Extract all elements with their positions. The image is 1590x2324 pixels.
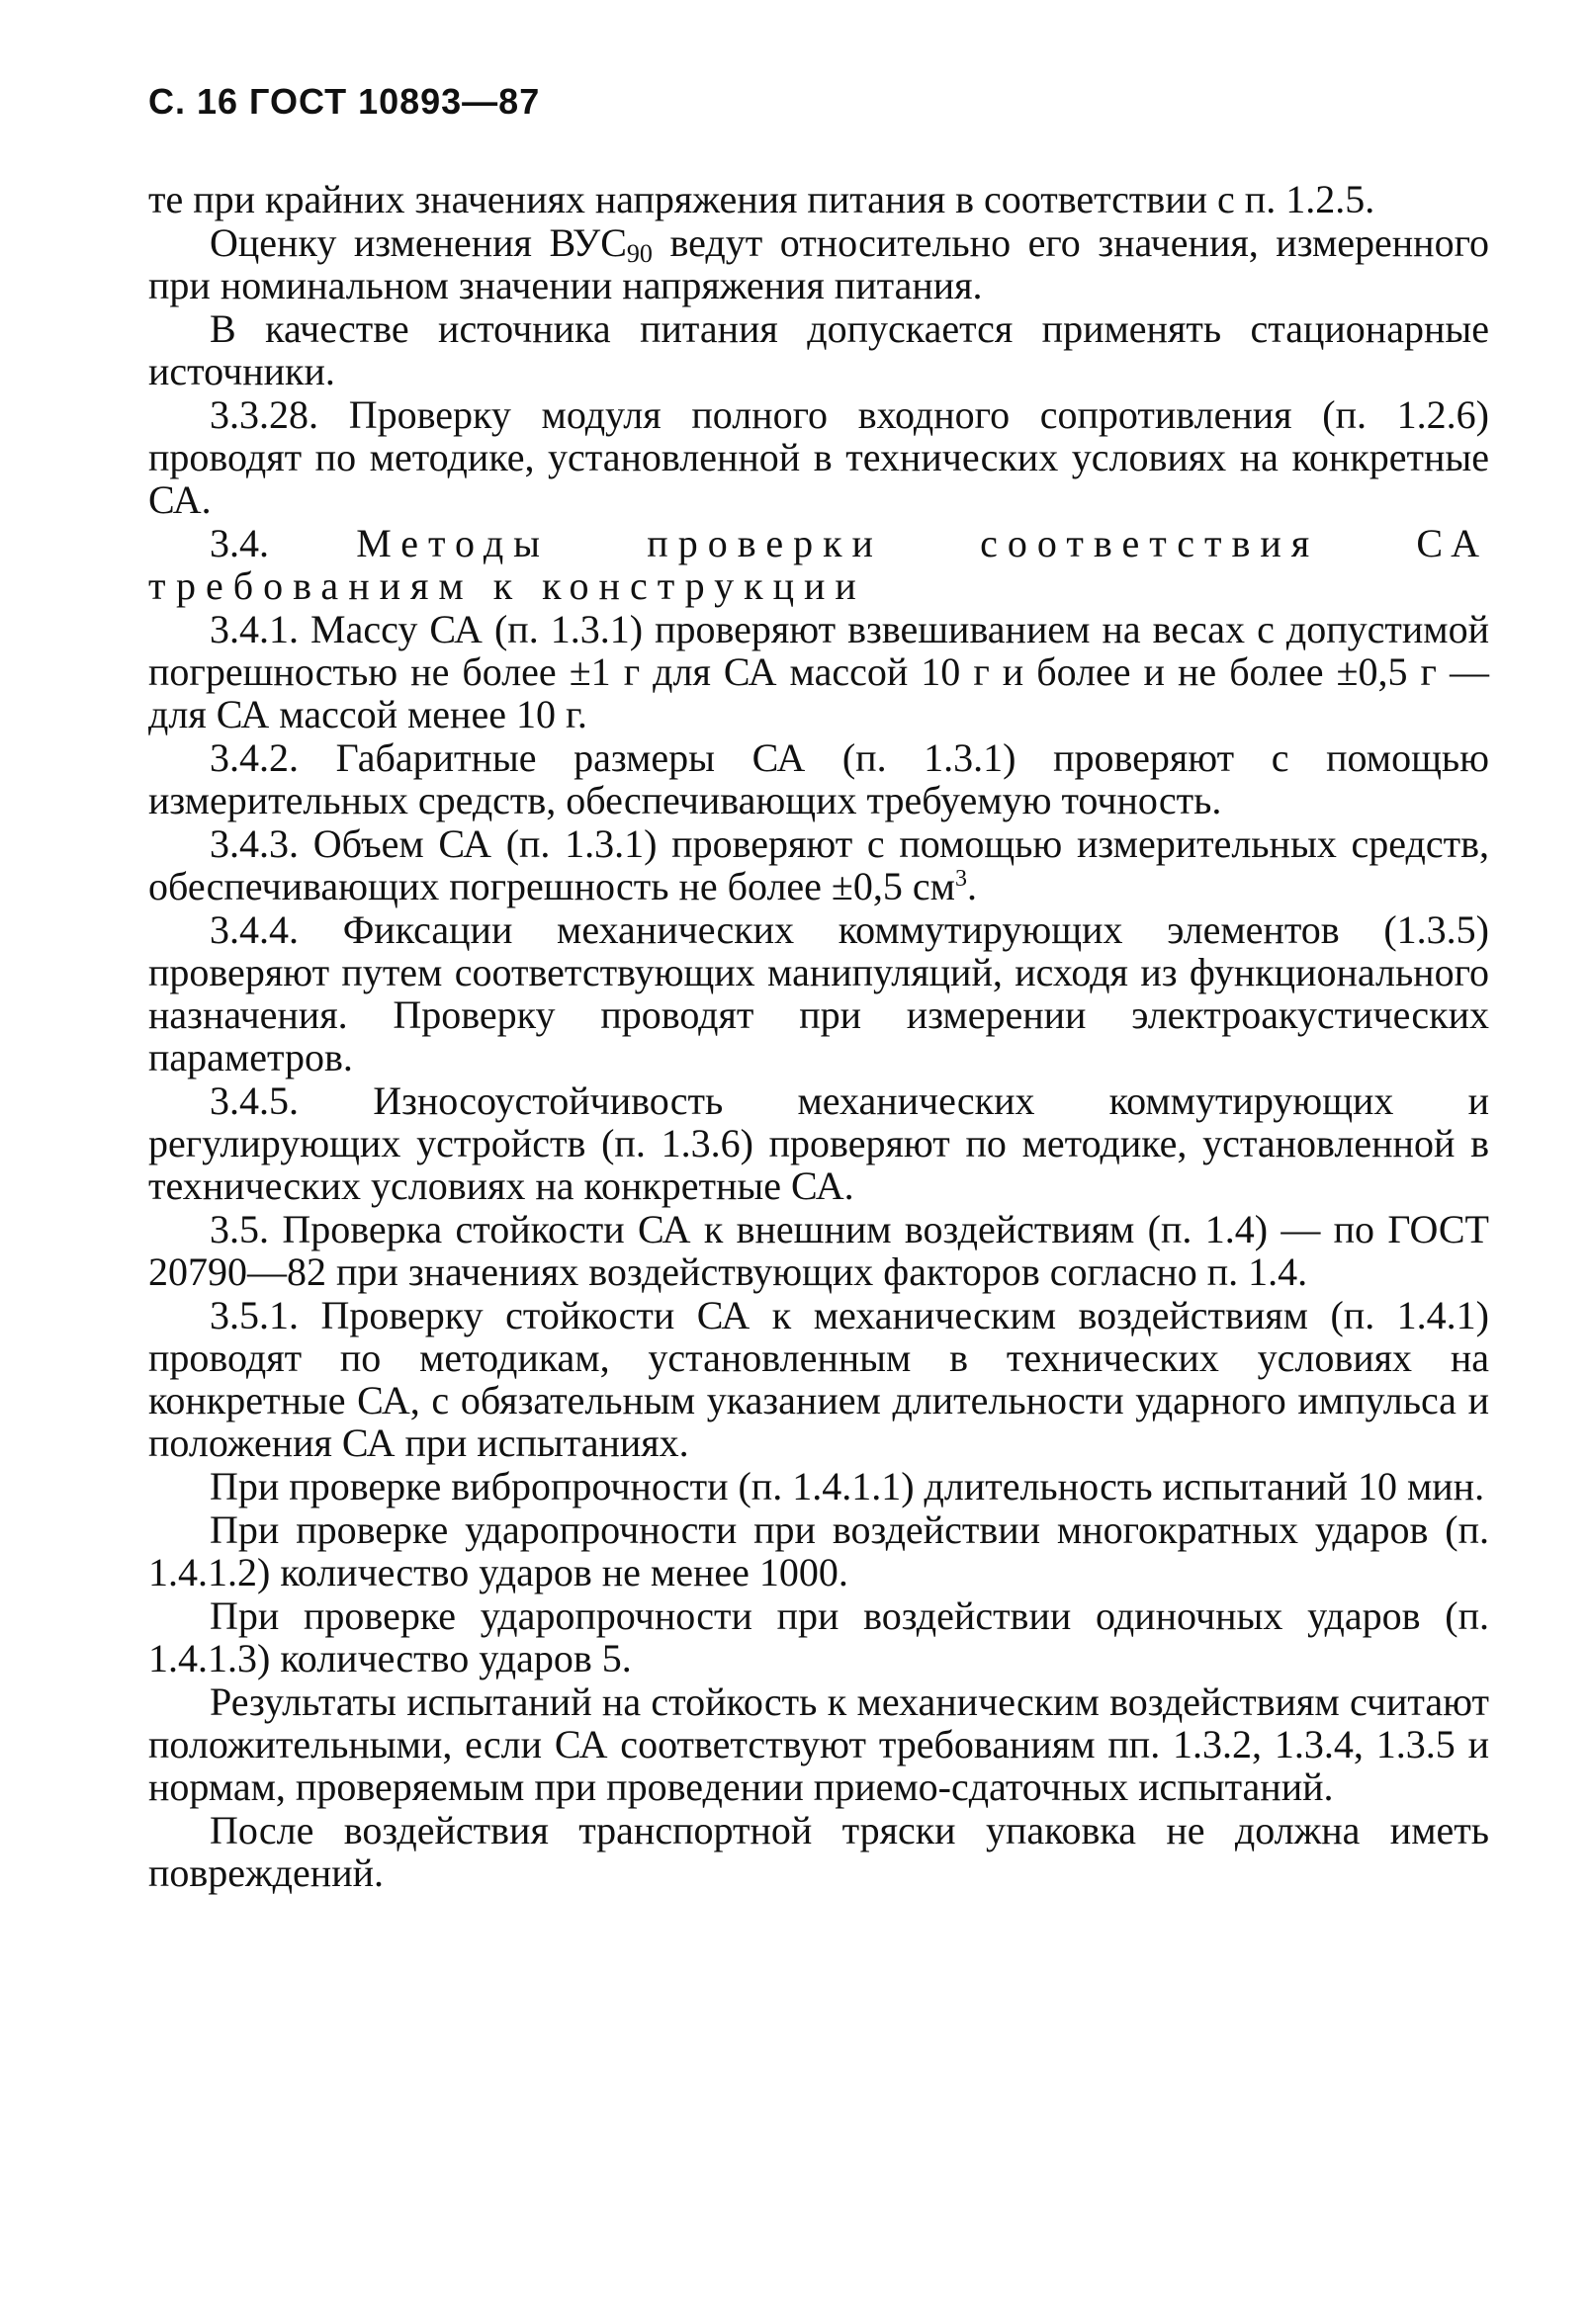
volume-text: 3.4.3. Объем СА (п. 1.3.1) проверяют с помощью измерительных средств, обеспечивающих погрешность не более ±0,5 см bbox=[148, 821, 1489, 908]
section-number: 3.4. bbox=[210, 521, 269, 565]
paragraph-single-impacts: При проверке ударопрочности при воздействии одиночных ударов (п. 1.4.1.3) количество ударов 5. bbox=[148, 1593, 1489, 1680]
paragraph-3-5-1: 3.5.1. Проверку стойкости СА к механическим воздействиям (п. 1.4.1) проводят по методикам, установленным в технических условиях на конкретные СА, с обязательным указанием длительности ударного импульса и положения СА при испытаниях. bbox=[148, 1293, 1489, 1465]
paragraph-3-4-2: 3.4.2. Габаритные размеры СА (п. 1.3.1) проверяют с помощью измерительных средств, обеспечивающих требуемую точность. bbox=[148, 735, 1489, 822]
paragraph-power-source: В качестве источника питания допускается применять стационарные источники. bbox=[148, 306, 1489, 393]
document-body bbox=[148, 178, 1489, 1895]
paragraph-3-4-1: 3.4.1. Массу СА (п. 1.3.1) проверяют взвешиванием на весах с допустимой погрешностью не более ±1 г для СА массой 10 г и более и не более ±0,5 г — для СА массой менее 10 г. bbox=[148, 607, 1489, 736]
paragraph-3-5: 3.5. Проверка стойкости СА к внешним воздействиям (п. 1.4) — по ГОСТ 20790—82 при значениях воздействующих факторов согласно п. 1.4. bbox=[148, 1207, 1489, 1294]
paragraph-3-3-28: 3.3.28. Проверку модуля полного входного сопротивления (п. 1.2.6) проводят по методике, установленной в технических условиях на конкретные СА. bbox=[148, 392, 1489, 522]
section-heading-3-4 bbox=[148, 522, 1489, 607]
vus-text-start: Оценку изменения ВУС bbox=[210, 220, 627, 265]
section-title: Методы проверки соответствия СА требованиям к конструкции bbox=[148, 521, 1489, 608]
paragraph-vus-change bbox=[148, 221, 1489, 306]
paragraph-3-4-3 bbox=[148, 822, 1489, 907]
paragraph-multiple-impacts: При проверке ударопрочности при воздействии многократных ударов (п. 1.4.1.2) количество ударов не менее 1000. bbox=[148, 1507, 1489, 1594]
paragraph-transport: После воздействия транспортной тряски упаковка не должна иметь повреждений. bbox=[148, 1808, 1489, 1895]
paragraph-3-4-5: 3.4.5. Износоустойчивость механических коммутирующих и регулирующих устройств (п. 1.3.6) проверяют по методике, установленной в технических условиях на конкретные СА. bbox=[148, 1078, 1489, 1208]
paragraph-continuation: те при крайних значениях напряжения питания в соответствии с п. 1.2.5. bbox=[148, 177, 1375, 221]
paragraph-3-4-4: 3.4.4. Фиксации механических коммутирующих элементов (1.3.5) проверяют путем соответствующих манипуляций, исходя из функционального назначения. Проверку проводят при измерении электроакустических параметров. bbox=[148, 907, 1489, 1079]
paragraph-results: Результаты испытаний на стойкость к механическим воздействиям считают положительными, если СА соответствуют требованиям пп. 1.3.2, 1.3.4, 1.3.5 и нормам, проверяемым при проведении приемо-сдаточных испытаний. bbox=[148, 1679, 1489, 1809]
vus-subscript: 90 bbox=[626, 239, 653, 268]
paragraph-vibration: При проверке вибропрочности (п. 1.4.1.1) длительность испытаний 10 мин. bbox=[210, 1464, 1485, 1508]
volume-period: . bbox=[966, 864, 977, 908]
page-header: С. 16 ГОСТ 10893—87 bbox=[148, 81, 541, 122]
vus-text-end: ведут относительно его значения, измеренного при номинальном значении напряжения питания. bbox=[148, 220, 1489, 307]
volume-superscript: 3 bbox=[954, 866, 967, 892]
